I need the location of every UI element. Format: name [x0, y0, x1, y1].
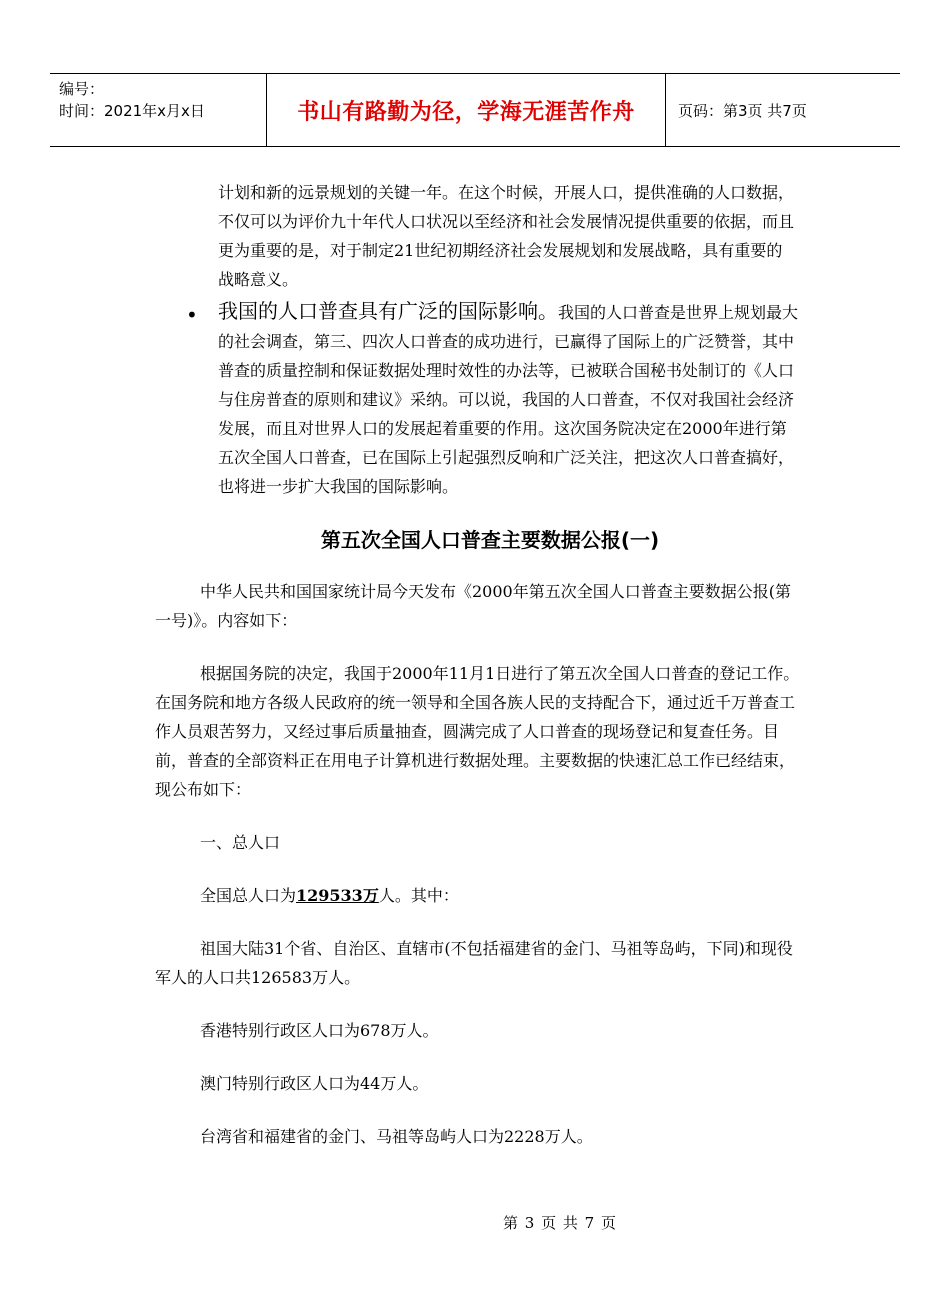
document-time-label: 时间：2021年x月x日	[59, 102, 205, 120]
header-motto: 书山有路勤为径，学海无涯苦作舟	[266, 74, 666, 146]
paragraph-mainland: 祖国大陆31个省、自治区、直辖市(不包括福建省的金门、马祖等岛屿，下同)和现役军人的人口共126583万人。	[155, 939, 793, 987]
paragraph-hongkong: 香港特别行政区人口为678万人。	[200, 1021, 439, 1040]
intro-paragraph: 计划和新的远景规划的关键一年。在这个时候，开展人口，提供准确的人口数据，不仅可以为评价九十年代人口状况以至经济和社会发展情况提供重要的依据，而且更为重要的是，对于制定21世纪初期经济社会发展规划和发展战略，具有重要的战略意义。	[218, 183, 795, 289]
document-number-label: 编号：	[59, 80, 105, 98]
bullet-lead: 我国的人口普查具有广泛的国际影响。	[218, 299, 558, 323]
total-value: 129533万	[296, 886, 379, 905]
bullet-item	[186, 297, 799, 501]
paragraph-taiwan: 台湾省和福建省的金门、马祖等岛屿人口为2228万人。	[200, 1127, 593, 1146]
bullet-text: 我国的人口普查是世界上规划最大的社会调查，第三、四次人口普查的成功进行，已赢得了国际上的广泛赞誉，其中普查的质量控制和保证数据处理时效性的办法等，已被联合国秘书处制订的《人口与住房普查的原则和建议》采纳。可以说，我国的人口普查，不仅对我国社会经济发展，而且对世界人口的发展起着重要的作用。这次国务院决定在2000年进行第五次全国人口普查，已在国际上引起强烈反响和广泛关注，把这次人口普查搞好，也将进一步扩大我国的国际影响。	[218, 303, 799, 496]
page-footer: 第 3 页 共 7 页	[503, 1214, 617, 1232]
bullet-marker: •	[186, 303, 198, 327]
header-page-label: 页码：第3页 共7页	[678, 101, 807, 120]
paragraph-total-population	[155, 881, 800, 910]
paragraph-announcement: 中华人民共和国国家统计局今天发布《2000年第五次全国人口普查主要数据公报(第一号)》。内容如下：	[155, 582, 791, 630]
total-suffix: 人。其中：	[378, 886, 459, 905]
section-title: 第五次全国人口普查主要数据公报(一)	[320, 528, 660, 552]
heading-total-population: 一、总人口	[200, 833, 281, 852]
header-meta	[59, 78, 264, 122]
total-prefix: 全国总人口为	[200, 886, 297, 905]
page-header	[50, 73, 900, 147]
paragraph-census-description: 根据国务院的决定，我国于2000年11月1日进行了第五次全国人口普查的登记工作。在国务院和地方各级人民政府的统一领导和全国各族人民的支持配合下，通过近千万普查工作人员艰苦努力，又经过事后质量抽查，圆满完成了人口普查的现场登记和复查任务。目前，普查的全部资料正在用电子计算机进行数据处理。主要数据的快速汇总工作已经结束，现公布如下：	[155, 664, 800, 799]
document-body	[0, 178, 950, 1151]
paragraph-macao: 澳门特别行政区人口为44万人。	[200, 1074, 429, 1093]
